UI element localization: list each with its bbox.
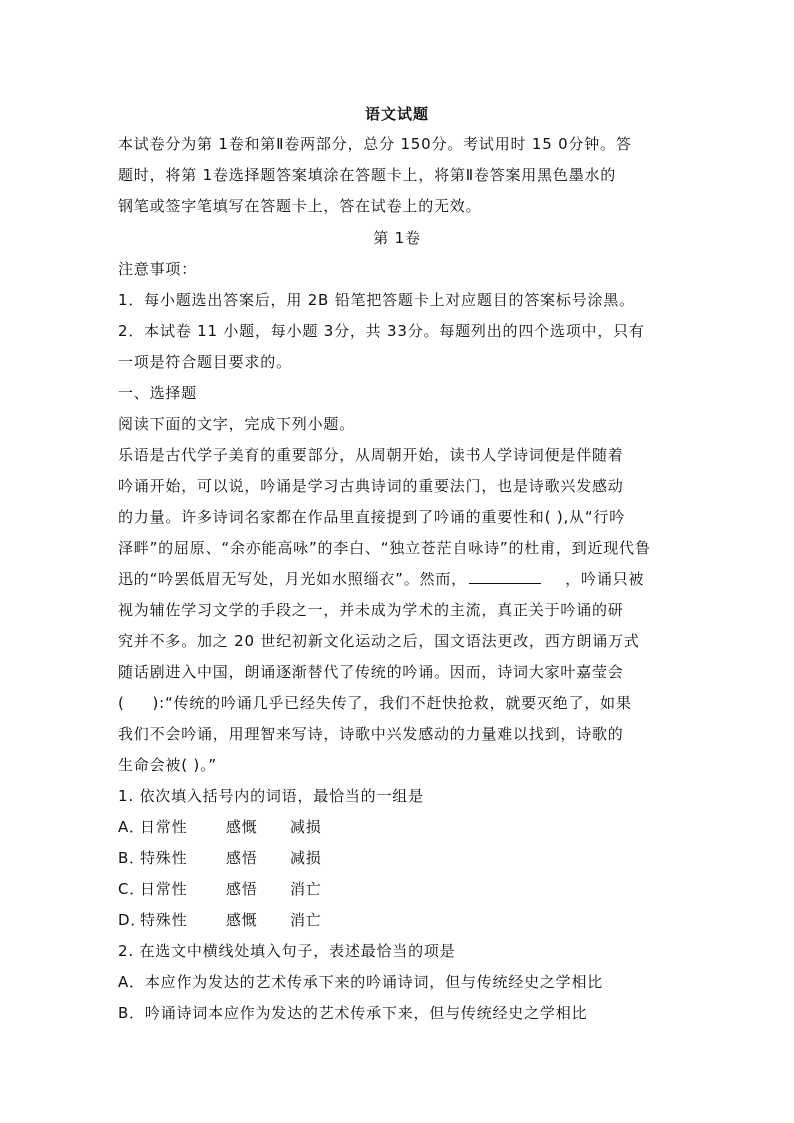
q2-option-a: A．本应作为发达的艺术传承下来的吟诵诗词，但与传统经史之学相比	[118, 973, 604, 991]
option-letter: C．	[118, 880, 146, 898]
option-word: 特殊性	[140, 849, 188, 867]
fill-blank	[469, 569, 541, 584]
option-word: 消亡	[290, 911, 322, 929]
reading-instruction: 阅读下面的文字，完成下列小题。	[118, 415, 356, 433]
option-word: 日常性	[140, 818, 188, 836]
option-word: 感悟	[226, 880, 258, 898]
note-item-1: 1．每小题选出答案后，用 2B 铅笔把答题卡上对应题目的答案标号涂黑。	[118, 291, 635, 309]
option-letter: A．	[118, 818, 145, 836]
q2-option-b: B．吟诵诗词本应作为发达的艺术传承下来，但与传统经史之学相比	[118, 1004, 588, 1022]
passage-line: 究并不多。加之 20 世纪初新文化运动之后，国文语法更改，西方朗诵万式	[118, 632, 640, 650]
intro-line-2: 题时，将第 1卷选择题答案填涂在答题卡上，将第Ⅱ卷答案用黑色墨水的	[118, 166, 617, 184]
note-item-2: 2．本试卷 11 小题，每小题 3分，共 33分。每题列出的四个选项中，只有	[118, 322, 645, 340]
option-word: 减损	[290, 818, 322, 836]
passage-line: 泽畔”的屈原、“余亦能高咏”的李白、“独立苍茫自咏诗”的杜甫，到近现代鲁	[118, 539, 651, 557]
option-word: 减损	[290, 849, 322, 867]
intro-line-3: 钢笔或签字笔填写在答题卡上，答在试卷上的无效。	[118, 197, 482, 215]
intro-line-1: 本试卷分为第 1卷和第Ⅱ卷两部分，总分 150分。考试用时 15 0分钟。答	[118, 135, 632, 153]
passage-line: ( ):“传统的吟诵几乎已经失传了，我们不赶快抢救，就要灭绝了，如果	[118, 694, 632, 712]
option-word: 感慨	[226, 911, 258, 929]
option-word: 感慨	[226, 818, 258, 836]
section-heading: 一、选择题	[118, 384, 198, 402]
option-word: 特殊性	[140, 911, 188, 929]
passage-text: 迅的“吟罢低眉无写处，月光如水照缁衣”。然而，	[118, 570, 467, 588]
passage-line: 生命会被( )。”	[118, 756, 217, 774]
note-item-2-cont: 一项是符合题目要求的。	[118, 353, 292, 371]
notes-heading: 注意事项：	[118, 260, 198, 278]
exam-title: 语文试题	[364, 105, 429, 123]
passage-line: 视为辅佐学习文学的手段之一，并未成为学术的主流，真正关于吟诵的研	[118, 601, 624, 619]
question-2-stem: 2. 在选文中横线处填入句子，表述最恰当的项是	[118, 942, 456, 960]
question-1-stem: 1. 依次填入括号内的词语，最恰当的一组是	[118, 787, 424, 805]
part-heading: 第 1卷	[373, 229, 421, 247]
passage-line: 我们不会吟诵，用理智来写诗，诗歌中兴发感动的力量难以找到，诗歌的	[118, 725, 624, 743]
option-letter: B．	[118, 849, 145, 867]
passage-line-with-blank	[118, 569, 644, 589]
passage-line: 乐语是古代学子美育的重要部分，从周朝开始，读书人学诗词便是伴随着	[118, 446, 624, 464]
passage-line: 随话剧进入中国，朗诵逐渐替代了传统的吟诵。因而，诗词大家叶嘉莹会	[118, 663, 624, 681]
passage-line: 吟诵开始，可以说，吟诵是学习古典诗词的重要法门，也是诗歌兴发感动	[118, 477, 624, 495]
passage-line: 的力量。许多诗词名家都在作品里直接提到了吟诵的重要性和( ),从“行吟	[118, 508, 626, 526]
option-word: 日常性	[140, 880, 188, 898]
option-word: 感悟	[226, 849, 258, 867]
passage-text: ，吟诵只被	[542, 570, 645, 588]
option-word: 消亡	[290, 880, 322, 898]
option-letter: D．	[118, 911, 147, 929]
